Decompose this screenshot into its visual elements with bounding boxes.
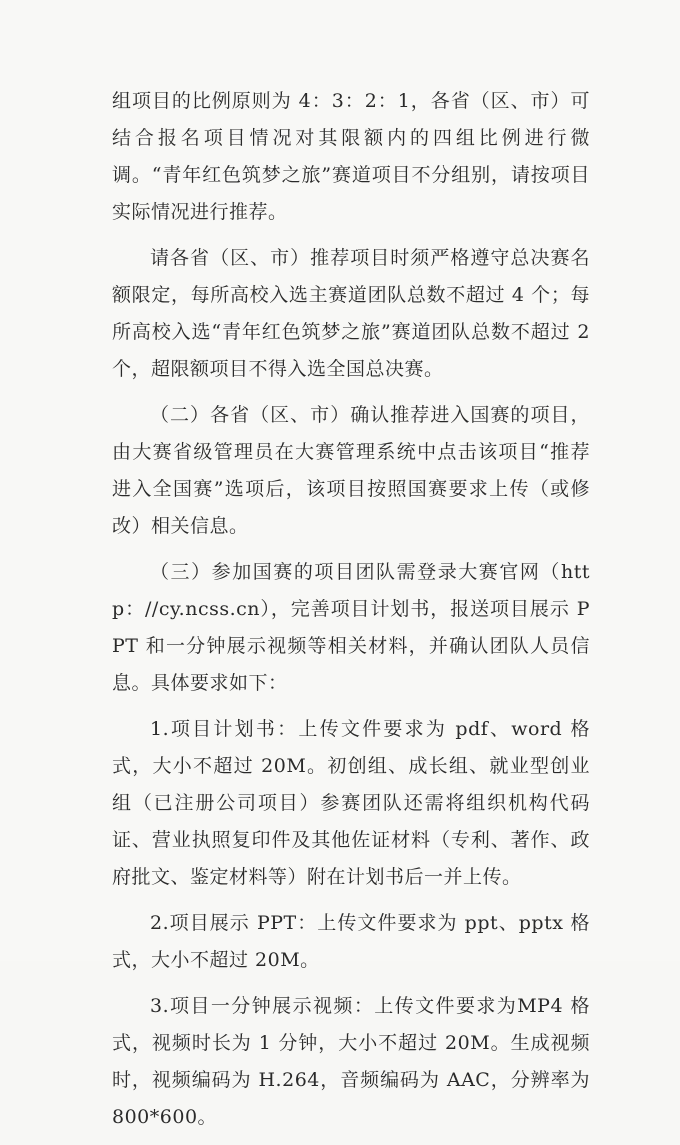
- paragraph-section-two: （二）各省（区、市）确认推荐进入国赛的项目，由大赛省级管理员在大赛管理系统中点击该项目“推荐进入全国赛”选项后，该项目按照国赛要求上传（或修改）相关信息。: [112, 404, 590, 537]
- paragraph-item-ppt: 2.项目展示 PPT：上传文件要求为 ppt、pptx 格式，大小不超过 20M。: [112, 912, 590, 971]
- paragraph-item-business-plan: 1.项目计划书：上传文件要求为 pdf、word 格式，大小不超过 20M。初创组、成长组、就业型创业组（已注册公司项目）参赛团队还需将组织机构代码证、营业执照复印件及其他佐证材料（专利、著作、政府批文、鉴定材料等）附在计划书后一并上传。: [112, 718, 590, 888]
- paragraph-item-video: 3.项目一分钟展示视频：上传文件要求为MP4 格式，视频时长为 1 分钟，大小不超过 20M。生成视频时，视频编码为 H.264，音频编码为 AAC，分辨率为 800*600。: [112, 995, 590, 1128]
- paragraph-quota-rules: 请各省（区、市）推荐项目时须严格遵守总决赛名额限定，每所高校入选主赛道团队总数不超过 4 个；每所高校入选“青年红色筑梦之旅”赛道团队总数不超过 2 个，超限额项目不得入选全国总决赛。: [112, 247, 590, 380]
- paragraph-section-three: （三）参加国赛的项目团队需登录大赛官网（http：//cy.ncss.cn），完善项目计划书，报送项目展示 PPT 和一分钟展示视频等相关材料，并确认团队人员信息。具体要求如下：: [112, 561, 590, 694]
- paragraph-group-ratio: 组项目的比例原则为 4：3：2：1，各省（区、市）可结合报名项目情况对其限额内的四组比例进行微调。“青年红色筑梦之旅”赛道项目不分组别，请按项目实际情况进行推荐。: [112, 90, 590, 223]
- document-body: [112, 83, 590, 1145]
